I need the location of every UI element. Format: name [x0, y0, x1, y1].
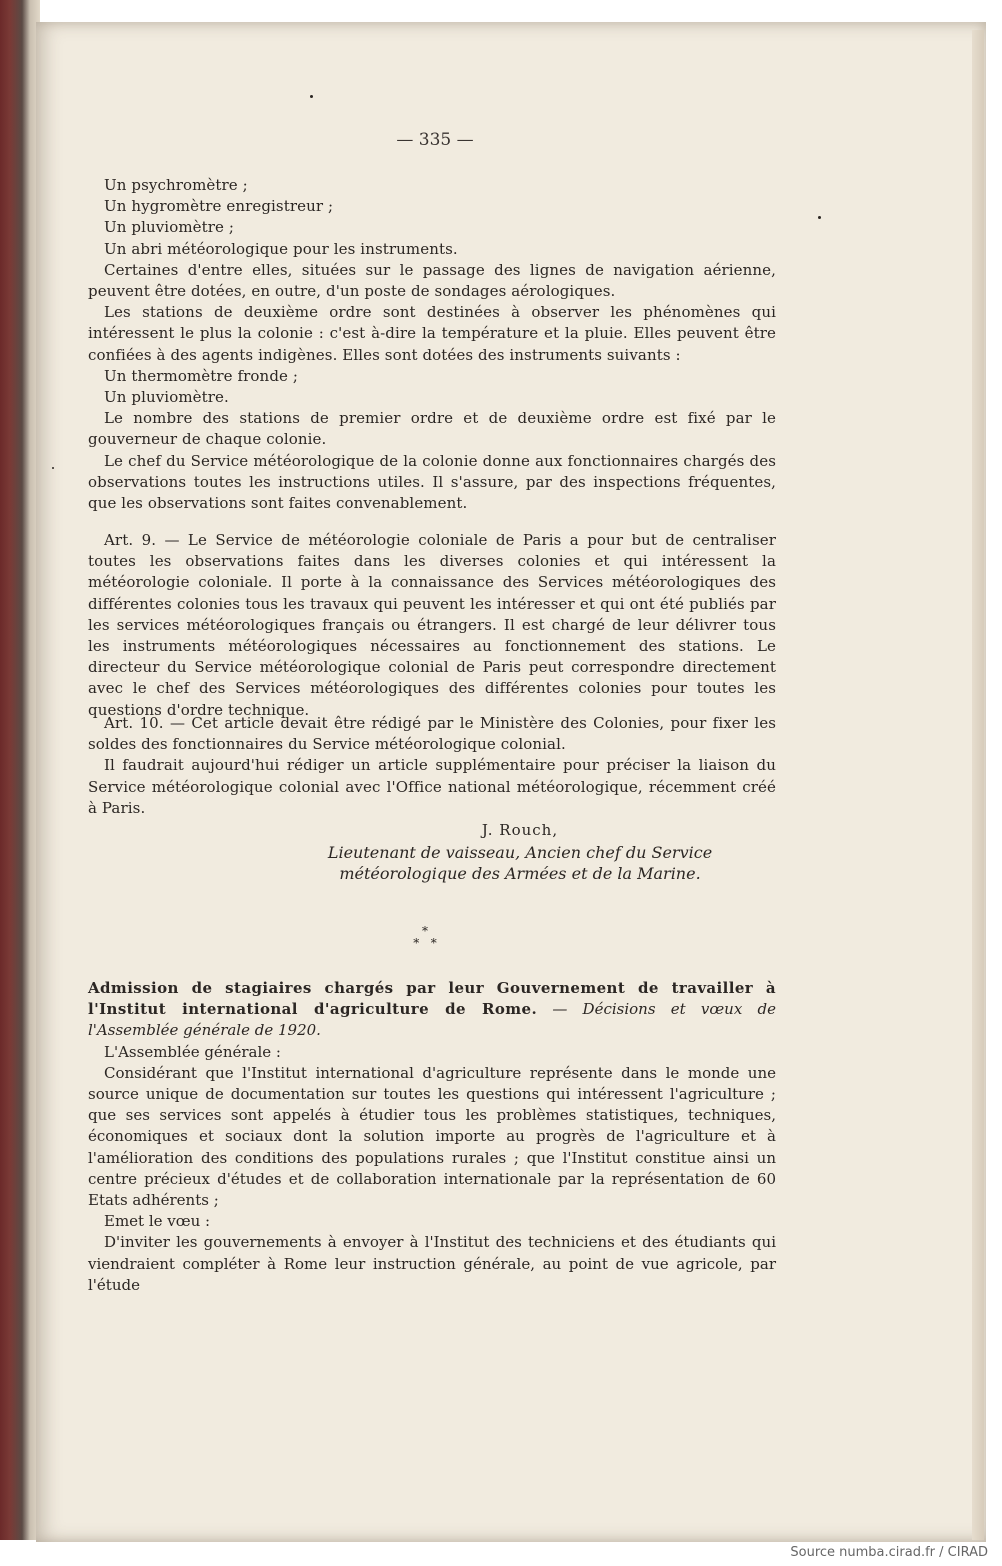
page-stack-edge [972, 30, 984, 1540]
source-credit: Source numba.cirad.fr / CIRAD [790, 1545, 988, 1560]
article-10-paragraph: Art. 10. — Cet article devait être rédigé par le Ministère des Colonies, pour fixer les soldes des fonctionnaires du Service météorologique colonial. [88, 714, 776, 754]
paragraph: Emet le vœu : [104, 1212, 211, 1231]
author-title: météorologique des Armées et de la Marine. [339, 864, 701, 883]
paragraph: Considérant que l'Institut international d'agriculture représente dans le monde une source unique de documentation sur toutes les questions qui intéressent l'agriculture ; que ses services sont appelés à étudier tous les problèmes statistiques, techniques, économiques et sociaux dont la solution importe au progrès de l'agriculture et à l'amélioration des conditions des populations rurales ; que l'Institut constitue ainsi un centre précieux d'études et de collaboration internationale par la représentation de 60 Etats adhérents ; [88, 1063, 776, 1210]
signature-block [300, 820, 740, 885]
author-name: J. Rouch, [481, 821, 559, 839]
section-heading-italic: — Décisions et vœux de l'Assemblée générale de 1920. [88, 1000, 776, 1040]
asterism-bottom: * * [413, 936, 437, 950]
page-number: — 335 — [396, 130, 474, 150]
list-item: Un hygromètre enregistreur ; [104, 197, 334, 216]
paragraph: Il faudrait aujourd'hui rédiger un article supplémentaire pour préciser la liaison du Service météorologique colonial avec l'Office national météorologique, récemment créé à Paris. [88, 756, 776, 817]
paragraph: Les stations de deuxième ordre sont destinées à observer les phénomènes qui intéressent le plus la colonie : c'est à-dire la température et la pluie. Elles peuvent être confiées à des agents indigènes. Elles sont dotées des instruments suivants : [88, 303, 776, 364]
ink-speck [52, 467, 54, 469]
paragraph: Le nombre des stations de premier ordre et de deuxième ordre est fixé par le gouverneur de chaque colonie. [88, 409, 776, 449]
list-item: Un pluviomètre. [104, 388, 229, 407]
section-separator-asterism [395, 925, 455, 949]
list-item: Un pluviomètre ; [104, 218, 235, 237]
section-heading-bold: Admission de stagiaires chargés par leur Gouvernement de travailler à l'Institut international d'agriculture de Rome. [88, 979, 776, 1019]
article-10-section [88, 713, 776, 819]
paragraph: Le chef du Service météorologique de la colonie donne aux fonctionnaires chargés des observations toutes les instructions utiles. Il s'assure, par des inspections fréquentes, que les observations sont faites convenablement. [88, 451, 776, 513]
list-item: Un thermomètre fronde ; [104, 366, 299, 385]
admission-section [88, 978, 776, 1296]
paragraph: D'inviter les gouvernements à envoyer à l'Institut des techniciens et des étudiants qui viendraient compléter à Rome leur instruction générale, au point de vue agricole, par l'étude [88, 1233, 776, 1294]
article-9-section [88, 530, 776, 721]
paragraph: Certaines d'entre elles, situées sur le passage des lignes de navigation aérienne, peuvent être dotées, en outre, d'un poste de sondages aérologiques. [88, 260, 776, 301]
list-item: Un psychromètre ; [104, 176, 248, 194]
ink-speck [818, 216, 821, 219]
instrument-list-section [88, 175, 776, 514]
paragraph: L'Assemblée générale : [104, 1042, 281, 1061]
section-heading [88, 978, 776, 1042]
article-9-paragraph: Art. 9. — Le Service de météorologie coloniale de Paris a pour but de centraliser toutes les observations faites dans les diverses colonies et qui intéressent la météorologie coloniale. Il porte à la connaissance des Services météorologiques des différentes colonies tous les travaux qui peuvent les intéresser et qui ont été publiés par les services météorologiques français ou étrangers. Il est chargé de leur délivrer tous les instruments météorologiques nécessaires au fonctionnement des stations. Le directeur du Service météorologique colonial de Paris peut correspondre directement avec le chef des Services météorologiques des différentes colonies pour toutes les questions d'ordre technique. [88, 531, 776, 719]
list-item: Un abri météorologique pour les instruments. [104, 239, 458, 258]
asterism-top: * [422, 924, 428, 938]
book-binding-edge [0, 0, 40, 1540]
ink-speck [310, 95, 313, 98]
author-title: Lieutenant de vaisseau, Ancien chef du Service [327, 842, 713, 862]
